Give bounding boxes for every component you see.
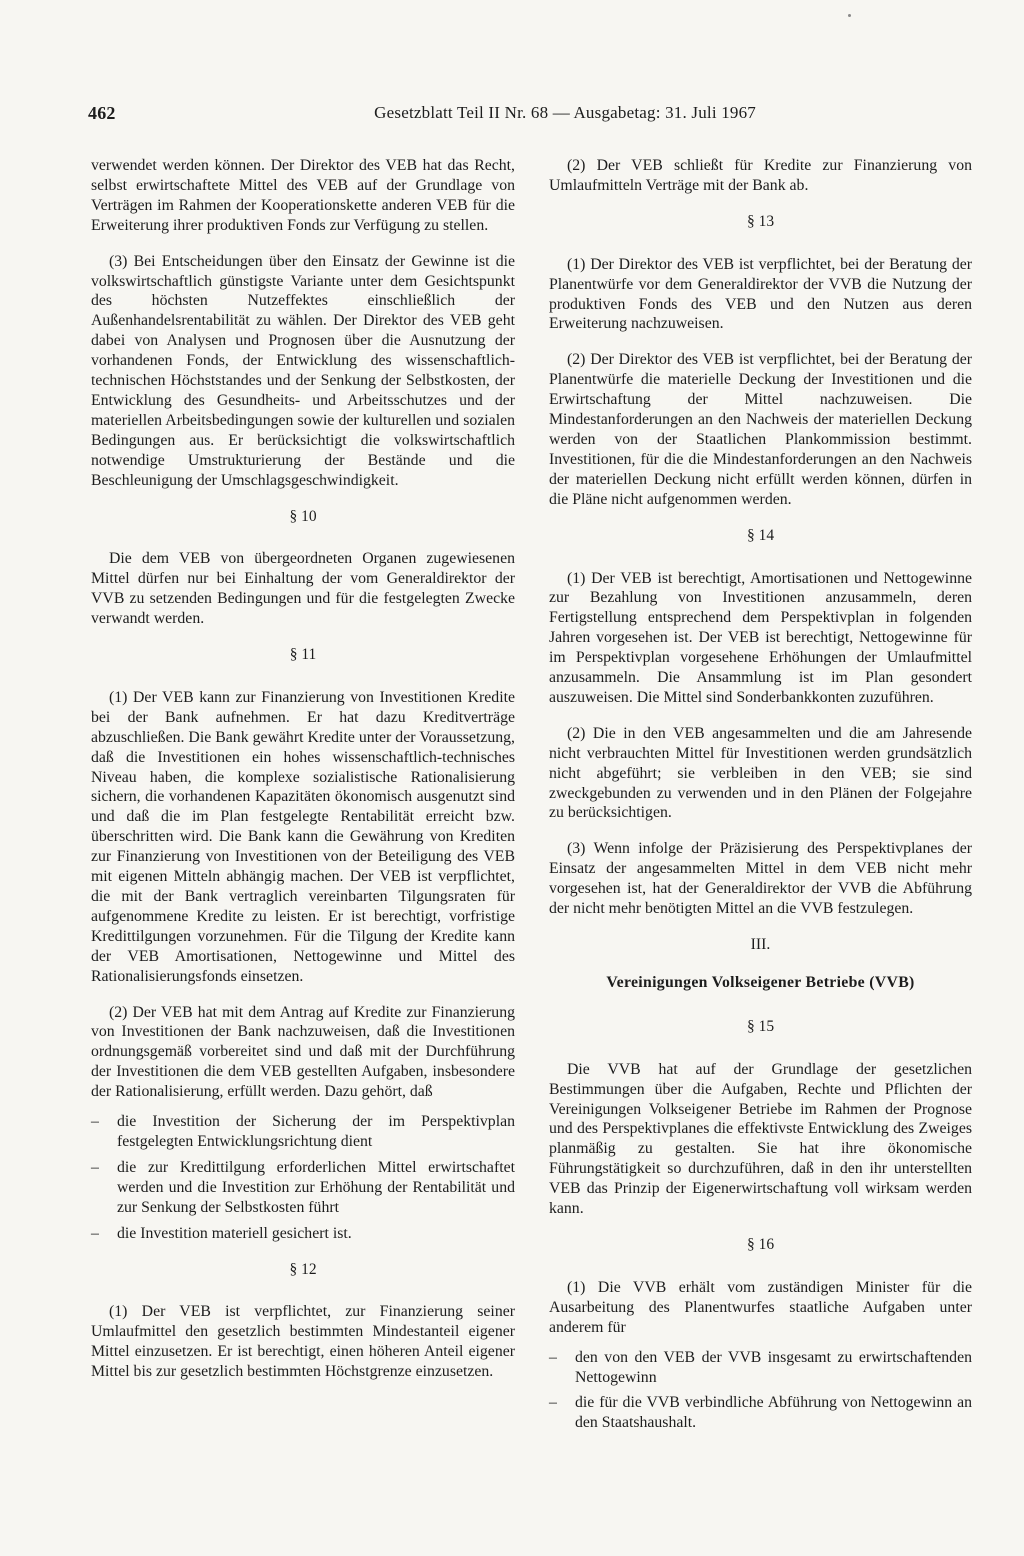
page-number: 462 <box>88 103 116 123</box>
list-item <box>549 1393 972 1433</box>
paragraph: (1) Der Direktor des VEB ist verpflichtet, bei der Beratung der Planentwürfe vor dem Generaldirektor der VVB die Nutzung der produktiven Fonds des VEB und den Nutzen aus deren Erweiterung nachzuweisen. <box>549 255 972 333</box>
paragraph: (1) Der VEB ist verpflichtet, zur Finanzierung seiner Umlaufmittel den gesetzlich bestimmten Mindestanteil eigener Mittel einzusetzen. Er ist berechtigt, einen höheren Anteil eigener Mittel bis zur gesetzlich bestimmten Höchstgrenze einzusetzen. <box>91 1303 515 1381</box>
paragraph: (3) Wenn infolge der Präzisierung des Perspektivplanes der Einsatz der angesammelten Mittel in dem VEB nicht mehr vorgesehen ist, hat der Generaldirektor der VVB die Abführung der nicht mehr benötigten Mittel an die VVB festzulegen. <box>549 840 972 918</box>
list-item <box>91 1158 515 1218</box>
dash-bullet: – <box>91 1113 99 1131</box>
dash-bullet: – <box>549 1348 557 1366</box>
paragraph: Die dem VEB von übergeordneten Organen zugewiesenen Mittel dürfen nur bei Einhaltung der vom Generaldirektor der VVB zu setzenden Bedingungen und für die festgelegten Zwecke verwandt werden. <box>91 550 515 628</box>
section-heading: § 12 <box>289 1260 317 1278</box>
dash-bullet: – <box>91 1158 99 1176</box>
list-item-text: die Investition der Sicherung der im Perspektivplan festgelegten Entwicklungsrichtung dient <box>117 1113 515 1150</box>
list-item-text: die zur Kredittilgung erforderlichen Mittel erwirtschaftet werden und die Investition zur Erhöhung der Rentabilität und zur Senkung der Selbstkosten führt <box>117 1158 515 1216</box>
list-item <box>91 1112 515 1152</box>
dash-list <box>91 1112 515 1243</box>
right-column <box>549 156 972 1449</box>
section-heading: § 10 <box>289 507 317 525</box>
section-heading: § 13 <box>746 212 775 230</box>
chapter-title: Vereinigungen Volkseigener Betriebe (VVB) <box>606 973 915 991</box>
paragraph: (2) Die in den VEB angesammelten und die am Jahresende nicht verbrauchten Mittel für Investitionen werden grundsätzlich nicht abgeführt; sie verbleiben in den VEB; sie sind zweckgebunden zu verwenden und in den Plänen der Folgejahre zu berücksichtigen. <box>549 724 972 822</box>
section-heading: § 14 <box>746 526 775 544</box>
paragraph: (3) Bei Entscheidungen über den Einsatz der Gewinne ist die volkswirtschaftlich günstigste Variante unter dem Gesichtspunkt des höchsten Nutzeffektes einschließlich der Außenhandelsrentabilität zu wählen. Der Direktor des VEB geht dabei von Analysen und Prognosen über die Ausnutzung der vorhandenen Fonds, der Entwicklung des wissenschaftlich-technischen Höchststandes und der Senkung der Selbstkosten, der Entwicklung des Gesundheits- und Arbeitsschutzes und der materiellen Arbeitsbedingungen sowie der kulturellen und sozialen Bedingungen aus. Er berücksichtigt die volkswirtschaftlich notwendige Umstrukturierung der Bestände und die Beschleunigung der Umschlagsgeschwindigkeit. <box>91 252 515 489</box>
paragraph: (2) Der Direktor des VEB ist verpflichtet, bei der Beratung der Planentwürfe die materielle Deckung der Investitionen und die Erwirtschaftung der Mittel nachzuweisen. Die Mindestanforderungen an den Nachweis der materiellen Deckung werden von der Staatlichen Plankommission bestimmt. Investitionen, für die die Mindestanforderungen an den Nachweis der materiellen Deckung nicht erfüllt werden können, dürfen in die Pläne nicht aufgenommen werden. <box>549 351 972 508</box>
section-heading: § 16 <box>746 1235 775 1253</box>
print-speck <box>848 14 851 17</box>
list-item-text: die für die VVB verbindliche Abführung von Nettogewinn an den Staatshaushalt. <box>575 1394 972 1432</box>
dash-bullet: – <box>91 1224 99 1242</box>
dash-list <box>549 1348 972 1434</box>
dash-bullet: – <box>549 1394 557 1412</box>
section-heading: § 11 <box>289 646 317 664</box>
list-item <box>549 1348 972 1388</box>
paragraph: Die VVB hat auf der Grundlage der gesetzlichen Bestimmungen über die Aufgaben, Rechte und Pflichten der Vereinigungen Volkseigener Betriebe im Rahmen der Prognose und des Perspektivplanes die effektivste Entwicklung des Zweiges planmäßig zu gestalten. Sie hat ihre ökonomische Führungstätigkeit so durchzuführen, daß in den ihr unterstellten VEB das Prinzip der Eigenerwirtschaftung voll wirksam werden kann. <box>549 1060 972 1218</box>
section-heading: § 15 <box>746 1017 775 1035</box>
page-header <box>88 103 756 127</box>
paragraph: (2) Der VEB hat mit dem Antrag auf Kredite zur Finanzierung von Investitionen der Bank nachzuweisen, daß die Investitionen ordnungsgemäß vorbereitet sind und daß mit der Durchführung der Investitionen die dem VEB gestellten Aufgaben, insbesondere der Rationalisierung, erfüllt werden. Dazu gehört, daß <box>91 1003 515 1101</box>
paragraph: verwendet werden können. Der Direktor des VEB hat das Recht, selbst erwirtschaftete Mittel des VEB auf der Grundlage von Verträgen im Rahmen der Kooperationskette anderen VEB für die Erweiterung ihrer produktiven Fonds zur Verfügung zu stellen. <box>91 157 515 234</box>
paragraph: (2) Der VEB schließt für Kredite zur Finanzierung von Umlaufmitteln Verträge mit der Bank ab. <box>549 157 972 194</box>
list-item-text: den von den VEB der VVB insgesamt zu erwirtschaftenden Nettogewinn <box>575 1348 972 1386</box>
left-column <box>91 156 515 1398</box>
list-item-text: die Investition materiell gesichert ist. <box>117 1224 352 1242</box>
paragraph: (1) Der VEB ist berechtigt, Amortisationen und Nettogewinne zur Bezahlung von Investitionen anzusammeln, deren Fertigstellung entsprechend dem Perspektivplan in folgenden Jahren vorgesehen ist. Der VEB ist berechtigt, Nettogewinne für im Perspektivplan vorgesehene Erhöhungen der Umlaufmittel anzusammeln. Die Ansammlung ist im Plan gesondert auszuweisen. Die Mittel sind Sonderbankkonten zuzuführen. <box>549 569 972 706</box>
paragraph: (1) Die VVB erhält vom zuständigen Minister für die Ausarbeitung des Planentwurfes staatliche Aufgaben unter anderem für <box>549 1278 972 1336</box>
chapter-number: III. <box>750 936 771 953</box>
paragraph: (1) Der VEB kann zur Finanzierung von Investitionen Kredite bei der Bank aufnehmen. Er hat dazu Kreditverträge abzuschließen. Die Bank gewährt Kredite unter der Voraussetzung, daß die Investitionen ein hohes wissenschaftlich-technisches Niveau haben, die komplexe sozialistische Rationalisierung sichern, die vorhandenen Kapazitäten ökonomisch ausgenutzt sind und daß die im Plan festgelegte Rentabilität erreicht bzw. überschritten wird. Die Bank kann die Gewährung von Krediten zur Finanzierung von Investitionen von der Beteiligung des VEB mit eigenen Mitteln abhängig machen. Der VEB ist verpflichtet, die mit der Bank vertraglich vereinbarten Tilgungsraten für aufgenommene Kredite zu leisten. Er ist berechtigt, vorfristige Kredittilgungen vorzunehmen. Für die Tilgung der Kredite kann der VEB Amortisationen, Nettogewinne und Mittel des Rationalisierungsfonds einsetzen. <box>91 688 515 985</box>
list-item <box>91 1224 515 1244</box>
running-title: Gesetzblatt Teil II Nr. 68 — Ausgabetag: 31. Juli 1967 <box>374 103 756 122</box>
